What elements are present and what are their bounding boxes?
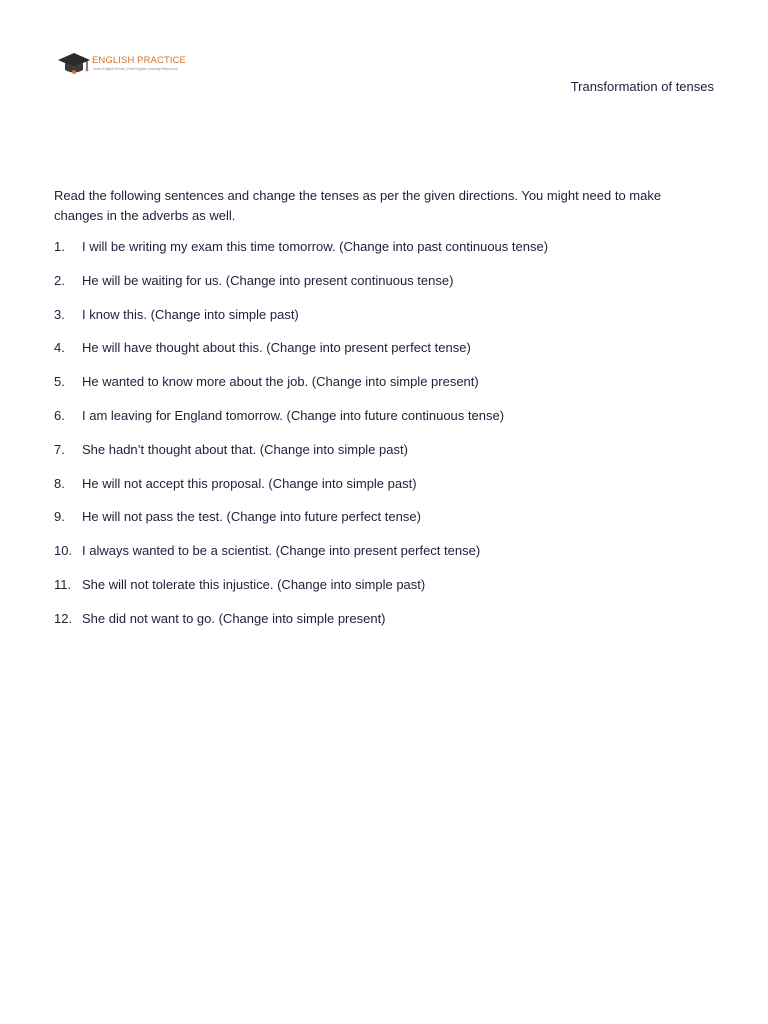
question-text: She did not want to go. (Change into simple present) [82,610,386,626]
question-number: 3. [54,306,65,322]
list-item [54,271,714,305]
question-number: 5. [54,374,65,390]
list-item [54,474,714,508]
question-number: 9. [54,509,65,525]
list-item [54,507,714,541]
list-item [54,575,714,609]
page-title: Transformation of tenses [570,79,714,94]
question-text: He will not accept this proposal. (Change into simple past) [82,475,417,491]
question-number: 7. [54,441,65,457]
question-number: 8. [54,475,65,491]
question-list [54,237,714,643]
question-text: He will be waiting for us. (Change into present continuous tense) [82,272,454,288]
question-number: 2. [54,272,65,288]
list-item [54,609,714,643]
logo-title: ENGLISH PRACTICE [92,55,186,66]
list-item [54,237,714,271]
list-item [54,440,714,474]
question-number: 6. [54,407,65,423]
question-number: 10. [54,543,73,559]
question-number: 11. [54,576,72,592]
question-text: I always wanted to be a scientist. (Change into present perfect tense) [82,543,481,559]
instructions-paragraph: Read the following sentences and change the tenses as per the given directions. You might need to make changes in the adverbs as well. [54,188,662,223]
question-text: I am leaving for England tomorrow. (Change into future continuous tense) [82,407,505,423]
question-text: I know this. (Change into simple past) [82,306,299,322]
list-item [54,541,714,575]
question-text: I will be writing my exam this time tomorrow. (Change into past continuous tense) [82,239,549,254]
question-number: 1. [54,239,65,254]
list-item [54,406,714,440]
question-text: He will have thought about this. (Change into present perfect tense) [82,340,471,356]
question-text: He wanted to know more about the job. (Change into simple present) [82,374,479,390]
question-number: 12. [54,610,73,626]
list-item [54,305,714,339]
question-text: He will not pass the test. (Change into future perfect tense) [82,509,421,525]
site-logo [56,51,184,79]
question-number: 4. [54,340,65,356]
list-item [54,338,714,372]
list-item [54,372,714,406]
graduation-cap-icon [56,51,92,77]
logo-tagline: Learn English Online | Free English Learning Resources [93,67,178,71]
question-text: She will not tolerate this injustice. (Change into simple past) [82,576,426,592]
question-text: She hadn’t thought about that. (Change into simple past) [82,441,408,457]
